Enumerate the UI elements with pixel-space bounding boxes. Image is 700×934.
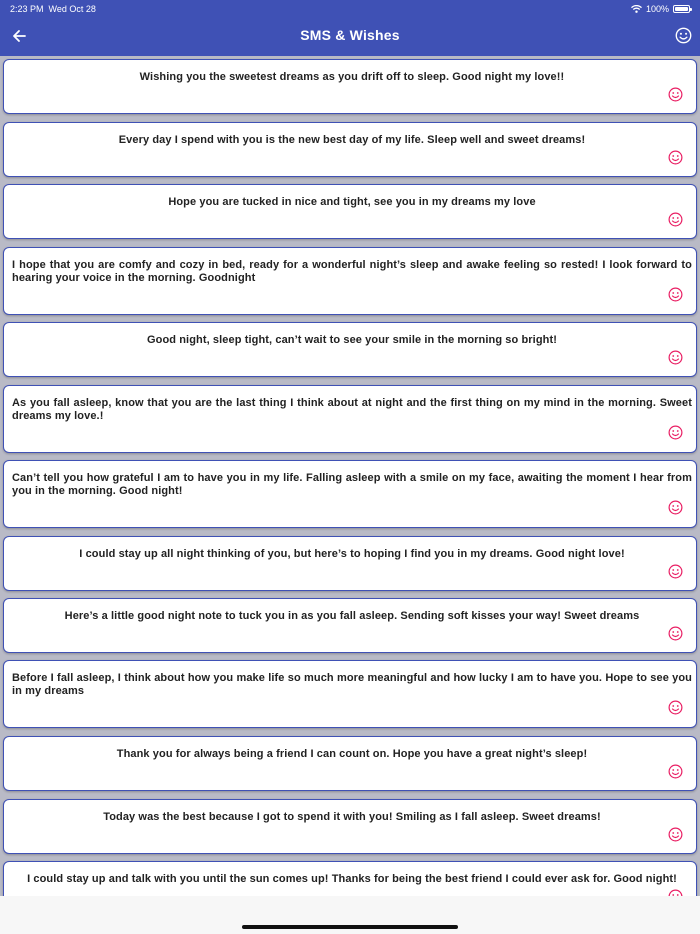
message-text: Good night, sleep tight, can’t wait to see your smile in the morning so bright! (146, 334, 558, 346)
app-bar (0, 0, 700, 56)
smiley-icon[interactable] (668, 87, 683, 102)
smiley-icon[interactable] (668, 212, 683, 227)
home-bar (0, 896, 700, 934)
message-card[interactable] (3, 861, 697, 896)
message-text: Wishing you the sweetest dreams as you drift off to sleep. Good night my love!! (139, 71, 565, 83)
message-card[interactable] (3, 59, 697, 114)
status-bar (0, 0, 700, 17)
message-card[interactable] (3, 247, 697, 315)
wifi-icon (631, 5, 642, 13)
message-card[interactable] (3, 799, 697, 854)
message-card[interactable] (3, 385, 697, 453)
smiley-icon[interactable] (668, 564, 683, 579)
page-title: SMS & Wishes (300, 27, 400, 43)
message-text: Hope you are tucked in nice and tight, see you in my dreams my love (168, 196, 536, 208)
home-indicator[interactable] (242, 925, 458, 929)
smiley-icon[interactable] (668, 889, 683, 896)
message-text: Here’s a little good night note to tuck you in as you fall asleep. Sending soft kisses your way! Sweet dreams (64, 610, 640, 622)
smiley-icon[interactable] (668, 626, 683, 641)
message-card[interactable] (3, 322, 697, 377)
message-text: As you fall asleep, know that you are the last thing I think about at night and the first thing on my mind in the morning. Sweet dreams my love.! (12, 397, 692, 422)
smiley-icon[interactable] (668, 764, 683, 779)
smiley-icon[interactable] (675, 27, 692, 44)
message-text: I could stay up and talk with you until the sun comes up! Thanks for being the best friend I could ever ask for. Good night! (27, 873, 677, 885)
message-card[interactable] (3, 736, 697, 791)
message-text: I hope that you are comfy and cozy in bed, ready for a wonderful night’s sleep and awake feeling so rested! I look forward to hearing your voice in the morning. Goodnight (12, 259, 692, 284)
message-text: Before I fall asleep, I think about how you make life so much more meaningful and how lucky I am to have you. Hope to see you in my dreams (12, 672, 692, 697)
message-card[interactable] (3, 184, 697, 239)
message-card[interactable] (3, 122, 697, 177)
message-card[interactable] (3, 598, 697, 653)
status-time: 2:23 PM Wed Oct 28 (10, 4, 96, 14)
message-text: I could stay up all night thinking of you, but here’s to hoping I find you in my dreams. Good night love! (79, 548, 625, 560)
smiley-icon[interactable] (668, 150, 683, 165)
message-text: Today was the best because I got to spend it with you! Smiling as I fall asleep. Sweet dreams! (103, 811, 601, 823)
battery-percent: 100% (645, 4, 669, 14)
smiley-icon[interactable] (668, 425, 683, 440)
status-right (631, 4, 690, 14)
smiley-icon[interactable] (668, 350, 683, 365)
message-card[interactable] (3, 536, 697, 591)
message-text: Every day I spend with you is the new best day of my life. Sleep well and sweet dreams! (118, 134, 586, 146)
smiley-icon[interactable] (668, 700, 683, 715)
smiley-icon[interactable] (668, 827, 683, 842)
message-text: Thank you for always being a friend I can count on. Hope you have a great night’s sleep! (116, 748, 588, 760)
message-card[interactable] (3, 460, 697, 528)
message-text: Can’t tell you how grateful I am to have you in my life. Falling asleep with a smile on my face, awaiting the moment I hear from you in the morning. Good night! (12, 472, 692, 497)
message-card[interactable] (3, 660, 697, 728)
smiley-icon[interactable] (668, 287, 683, 302)
smiley-icon[interactable] (668, 500, 683, 515)
battery-icon (673, 5, 690, 13)
message-list[interactable] (0, 56, 700, 896)
